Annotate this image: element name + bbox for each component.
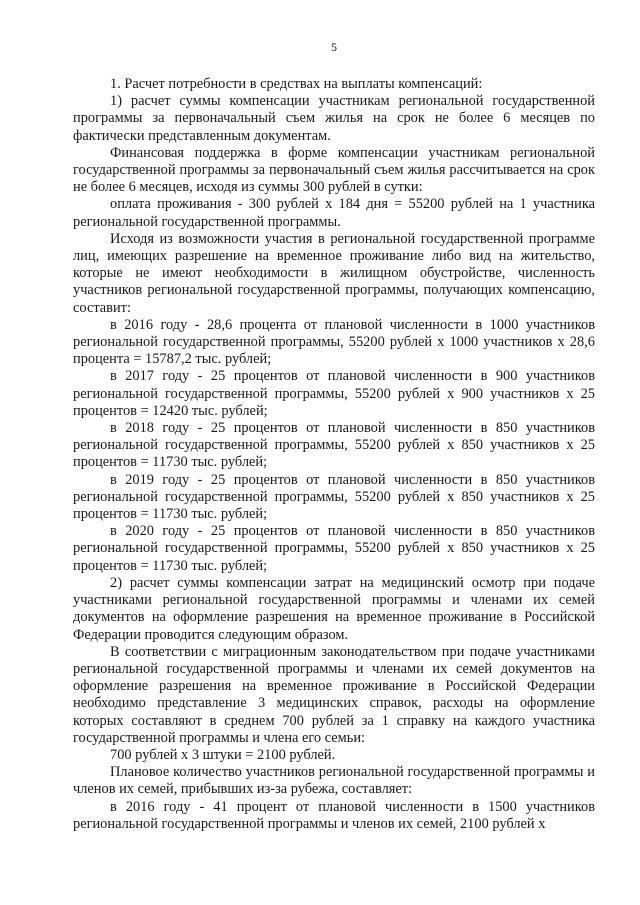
paragraph: в 2016 году - 41 процент от плановой численности в 1500 участников региональной государственной программы и членов их семей, 2100 рублей х bbox=[73, 798, 595, 832]
paragraph: в 2017 году - 25 процентов от плановой численности в 900 участников региональной государственной программы, 55200 рублей х 900 участников х 25 процентов = 12420 тыс. рублей; bbox=[73, 368, 595, 419]
page-number: 5 bbox=[331, 40, 337, 54]
paragraph: оплата проживания - 300 рублей х 184 дня = 55200 рублей на 1 участника региональной государственной программы. bbox=[73, 196, 595, 230]
paragraph: В соответствии с миграционным законодательством при подаче участниками региональной государственной программы и членами их семей документов на оформление разрешения на временное проживание в Российской Федерации необходимо представление 3 медицинских справок, расходы на оформление которых составляют в среднем 700 рублей за 1 справку на каждого участника государственной программы и члена его семьи: bbox=[73, 643, 595, 746]
paragraph: Плановое количество участников региональной государственной программы и членов их семей, прибывших из-за рубежа, составляет: bbox=[73, 764, 595, 798]
paragraph: в 2020 году - 25 процентов от плановой численности в 850 участников региональной государственной программы, 55200 рублей х 850 участников х 25 процентов = 11730 тыс. рублей; bbox=[73, 523, 595, 574]
paragraph: 700 рублей х 3 штуки = 2100 рублей. bbox=[110, 746, 336, 763]
paragraph: в 2019 году - 25 процентов от плановой численности в 850 участников региональной государственной программы, 55200 рублей х 850 участников х 25 процентов = 11730 тыс. рублей; bbox=[73, 471, 595, 523]
paragraph: 1) расчет суммы компенсации участникам региональной государственной программы за первоначальный съем жилья на срок не более 6 месяцев по фактически представленным документам. bbox=[73, 93, 595, 144]
paragraph: 1. Расчет потребности в средствах на выплаты компенсаций: bbox=[110, 76, 483, 92]
paragraph: Исходя из возможности участия в региональной государственной программе лиц, имеющих разрешение на временное проживание либо вид на жительство, которые не имеют необходимости в жилищном обустройстве, численность участников региональной государственной программы, получающих компенсацию, составит: bbox=[73, 230, 595, 316]
paragraph: в 2018 году - 25 процентов от плановой численности в 850 участников региональной государственной программы, 55200 рублей х 850 участников х 25 процентов = 11730 тыс. рублей; bbox=[73, 420, 595, 471]
document-body bbox=[73, 76, 595, 833]
paragraph: в 2016 году - 28,6 процента от плановой численности в 1000 участников региональной государственной программы, 55200 рублей х 1000 участников х 28,6 процента = 15787,2 тыс. рублей; bbox=[73, 316, 595, 368]
paragraph: 2) расчет суммы компенсации затрат на медицинский осмотр при подаче участниками региональной государственной программы и членами их семей документов на оформление разрешения на временное проживание в Российской Федерации проводится следующим образом. bbox=[73, 574, 595, 643]
paragraph: Финансовая поддержка в форме компенсации участникам региональной государственной программы за первоначальный съем жилья рассчитывается на срок не более 6 месяцев, исходя из суммы 300 рублей в сутки: bbox=[73, 144, 595, 196]
